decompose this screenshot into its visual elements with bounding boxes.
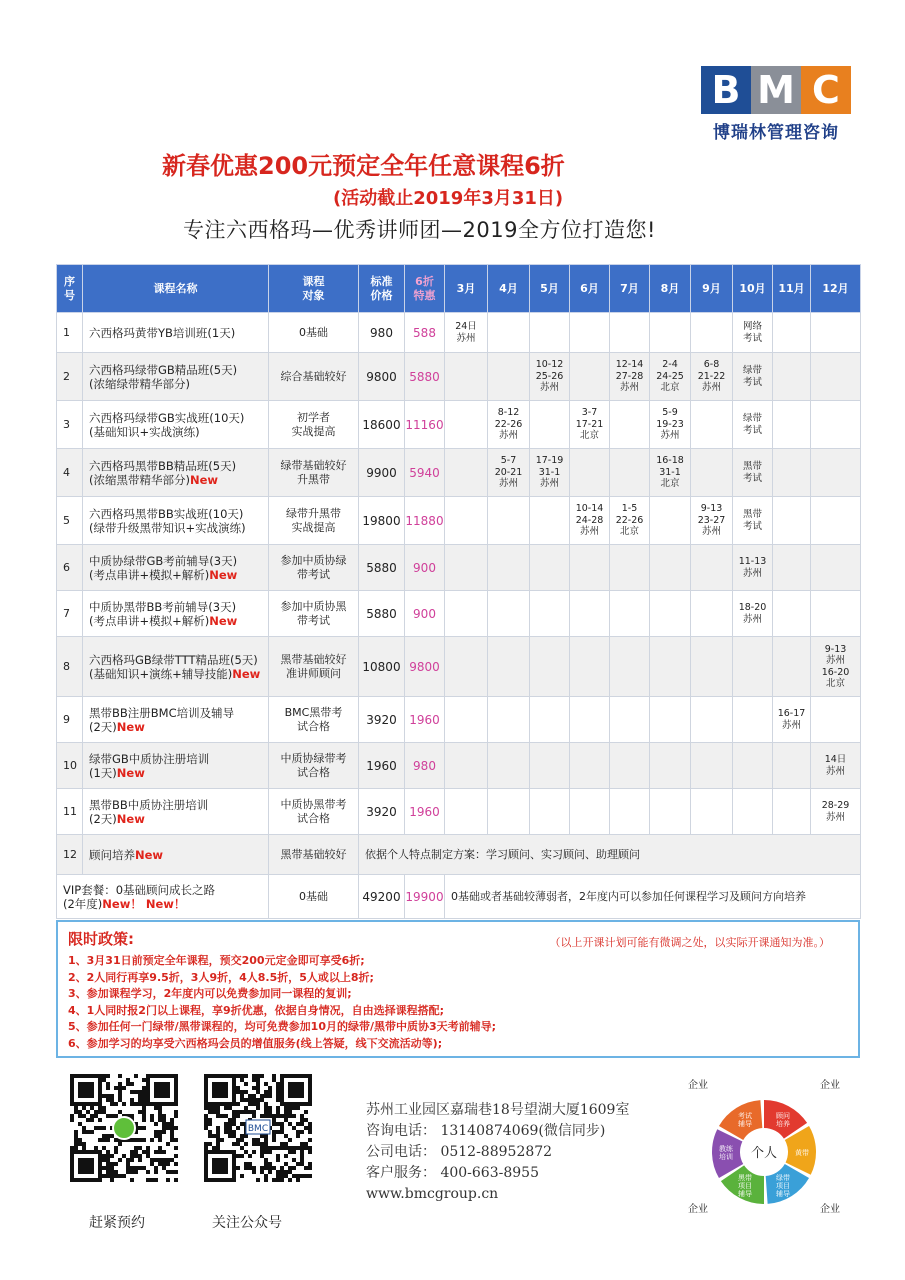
qr-code-wechat[interactable]: [204, 1074, 312, 1182]
wheel-segment-label: 黑带: [738, 1173, 752, 1182]
schedule-cell: 16-18 31-1 北京: [650, 449, 691, 497]
schedule-cell: [811, 545, 861, 591]
schedule-cell: 14日 苏州: [811, 743, 861, 789]
schedule-cell: [488, 637, 530, 697]
qr-caption-booking: 赶紧预约: [89, 1215, 145, 1231]
schedule-cell: 2-4 24-25 北京: [650, 353, 691, 401]
new-badge: New: [189, 472, 219, 487]
schedule-cell: [773, 637, 811, 697]
schedule-cell: 9-13 苏州 16-20 北京: [811, 637, 861, 697]
schedule-cell: [488, 313, 530, 353]
schedule-cell: [773, 449, 811, 497]
standard-price: 10800: [359, 637, 405, 697]
table-row[interactable]: [57, 401, 861, 449]
standard-price: 19800: [359, 497, 405, 545]
table-row[interactable]: [57, 449, 861, 497]
schedule-cell: [610, 697, 650, 743]
table-row[interactable]: [57, 789, 861, 835]
custom-plan: 依据个人特点制定方案：学习顾问、实习顾问、助理顾问: [359, 835, 861, 875]
schedule-cell: 5-7 20-21 苏州: [488, 449, 530, 497]
schedule-cell: [650, 697, 691, 743]
policy-item: 2、2人同行再享9.5折，3人9折，4人8.5折，5人或以上8折;: [68, 970, 374, 984]
course-target: 初学者 实战提高: [269, 401, 359, 449]
header-month-10: 10月: [733, 265, 773, 313]
service-phone: 客户服务： 400-663-8955: [366, 1165, 539, 1181]
header-month-5: 5月: [530, 265, 570, 313]
tagline: 专注六西格玛—优秀讲师团—2019全方位打造您!: [183, 218, 656, 242]
schedule-cell: [530, 591, 570, 637]
discount-price: 5940: [405, 449, 445, 497]
schedule-cell: [488, 743, 530, 789]
schedule-cell: [691, 401, 733, 449]
schedule-cell: 绿带 考试: [733, 353, 773, 401]
schedule-cell: [733, 743, 773, 789]
schedule-cell: [570, 449, 610, 497]
schedule-cell: [691, 637, 733, 697]
schedule-cell: [691, 789, 733, 835]
discount-price: 9800: [405, 637, 445, 697]
schedule-cell: [650, 313, 691, 353]
logo-letter-b: B: [701, 66, 751, 114]
row-number: 9: [57, 697, 83, 743]
wheel-corner-label: 企业: [688, 1204, 708, 1215]
row-number: 1: [57, 313, 83, 353]
schedule-cell: [610, 789, 650, 835]
course-target: 0基础: [269, 313, 359, 353]
schedule-cell: [570, 743, 610, 789]
course-name: 绿带GB中质协注册培训 (1天)New: [83, 743, 269, 789]
wheel-segment-label: 辅导: [776, 1189, 790, 1198]
standard-price: 9900: [359, 449, 405, 497]
wheel-segment-label: 培养: [776, 1120, 790, 1129]
schedule-cell: [691, 545, 733, 591]
bmc-logo: [701, 66, 851, 142]
course-target: 0基础: [269, 875, 359, 919]
schedule-cell: [650, 789, 691, 835]
course-name: 中质协绿带GB考前辅导(3天) (考点串讲+模拟+解析)New: [83, 545, 269, 591]
table-row[interactable]: [57, 497, 861, 545]
wheel-center-label: 个人: [750, 1146, 778, 1161]
schedule-cell: [773, 591, 811, 637]
header-month-7: 7月: [610, 265, 650, 313]
schedule-cell: [650, 591, 691, 637]
schedule-cell: [530, 497, 570, 545]
schedule-cell: [570, 789, 610, 835]
policy-list: [68, 953, 848, 1052]
bmc-mini-label: BMC: [247, 1124, 269, 1134]
header-month-12: 12月: [811, 265, 861, 313]
schedule-cell: [650, 637, 691, 697]
standard-price: 3920: [359, 697, 405, 743]
discount-price: 19900: [405, 875, 445, 919]
vip-description: 0基础或者基础较薄弱者，2年度内可以参加任何课程学习及顾问方向培养: [445, 875, 861, 919]
schedule-cell: [733, 697, 773, 743]
header-month-3: 3月: [445, 265, 488, 313]
new-badge: New: [116, 811, 145, 826]
schedule-cell: [488, 789, 530, 835]
row-number: 4: [57, 449, 83, 497]
schedule-cell: 10-12 25-26 苏州: [530, 353, 570, 401]
row-number: 10: [57, 743, 83, 789]
policy-title: 限时政策:: [68, 930, 134, 948]
company-phone: 公司电话： 0512-88952872: [366, 1144, 553, 1160]
wheel-segment-label: 项目: [738, 1181, 752, 1190]
schedule-cell: [691, 313, 733, 353]
schedule-cell: [811, 449, 861, 497]
policy-item: 3、参加课程学习，2年度内可以免费参加同一课程的复训;: [68, 987, 352, 1000]
wheel-corner-label: 企业: [820, 1204, 840, 1215]
schedule-cell: [445, 353, 488, 401]
course-name: 六西格玛黑带BB精品班(5天) (浓缩黑带精华部分)New: [83, 449, 269, 497]
new-badge: New！ New！: [102, 896, 186, 911]
course-target: 参加中质协绿 带考试: [269, 545, 359, 591]
qr-caption-wechat: 关注公众号: [212, 1215, 282, 1231]
schedule-cell: [488, 497, 530, 545]
schedule-cell: [610, 313, 650, 353]
wheel-segment-label: 培训: [719, 1153, 733, 1161]
schedule-cell: [488, 591, 530, 637]
schedule-cell: [445, 545, 488, 591]
new-badge: New: [232, 666, 261, 681]
row-number: 3: [57, 401, 83, 449]
row-number: 8: [57, 637, 83, 697]
row-number: 6: [57, 545, 83, 591]
consult-phone: 咨询电话： 13140874069(微信同步): [366, 1123, 606, 1139]
schedule-cell: [445, 591, 488, 637]
schedule-cell: [691, 591, 733, 637]
promo-headline: 新春优惠200元预定全年任意课程6折: [162, 152, 565, 180]
schedule-cell: 黑带 考试: [733, 449, 773, 497]
schedule-cell: [811, 313, 861, 353]
row-number: 11: [57, 789, 83, 835]
course-target: 黑带基础较好: [269, 835, 359, 875]
new-badge: New: [209, 567, 238, 582]
schedule-cell: [570, 591, 610, 637]
schedule-cell: 6-8 21-22 苏州: [691, 353, 733, 401]
course-target: 黑带基础较好 准讲师顾问: [269, 637, 359, 697]
header-month-4: 4月: [488, 265, 530, 313]
schedule-cell: [445, 637, 488, 697]
table-row[interactable]: [57, 313, 861, 353]
schedule-cell: [610, 743, 650, 789]
table-header-row: [57, 265, 861, 313]
header-month-6: 6月: [570, 265, 610, 313]
schedule-cell: [691, 449, 733, 497]
course-target: 综合基础较好: [269, 353, 359, 401]
row-number: 5: [57, 497, 83, 545]
standard-price: 1960: [359, 743, 405, 789]
schedule-cell: [488, 545, 530, 591]
table-body: [57, 313, 861, 919]
schedule-cell: [570, 637, 610, 697]
schedule-cell: [610, 449, 650, 497]
schedule-cell: 11-13 苏州: [733, 545, 773, 591]
schedule-cell: [488, 353, 530, 401]
course-target: 中质协黑带考 试合格: [269, 789, 359, 835]
schedule-cell: [530, 789, 570, 835]
schedule-cell: [530, 697, 570, 743]
wheel-segment-label: 顾问: [776, 1112, 790, 1121]
logo-letter-m: M: [751, 66, 801, 114]
wheel-segment-label: 绿带: [776, 1173, 790, 1182]
standard-price: 5880: [359, 545, 405, 591]
table-row[interactable]: [57, 743, 861, 789]
schedule-cell: [570, 545, 610, 591]
standard-price: 9800: [359, 353, 405, 401]
schedule-cell: [445, 743, 488, 789]
discount-price: 980: [405, 743, 445, 789]
schedule-cell: [650, 545, 691, 591]
course-name: 六西格玛黑带BB实战班(10天) (绿带升级黑带知识+实战演练): [83, 497, 269, 545]
policy-item: 1、3月31日前预定全年课程，预交200元定金即可享受6折;: [68, 954, 365, 967]
wechat-icon: [113, 1117, 135, 1139]
new-badge: New: [209, 613, 238, 628]
schedule-cell: [733, 789, 773, 835]
header-price: 标准 价格: [359, 265, 405, 313]
schedule-cell: [445, 789, 488, 835]
course-name: 黑带BB注册BMC培训及辅导 (2天)New: [83, 697, 269, 743]
discount-price: 900: [405, 591, 445, 637]
schedule-cell: 5-9 19-23 苏州: [650, 401, 691, 449]
wheel-segment-label: 教练: [719, 1145, 733, 1153]
schedule-cell: [610, 591, 650, 637]
schedule-cell: [610, 401, 650, 449]
schedule-cell: [811, 697, 861, 743]
header-no: 序 号: [57, 265, 83, 313]
schedule-cell: [733, 637, 773, 697]
schedule-cell: [650, 743, 691, 789]
table-row[interactable]: [57, 697, 861, 743]
schedule-cell: [610, 637, 650, 697]
discount-price: 900: [405, 545, 445, 591]
schedule-cell: [650, 497, 691, 545]
policy-item: 5、参加任何一门绿带/黑带课程的，均可免费参加10月的绿带/黑带中质协3天考前辅导;: [68, 1020, 497, 1033]
header-target: 课程 对象: [269, 265, 359, 313]
schedule-cell: 9-13 23-27 苏州: [691, 497, 733, 545]
header-course-name: 课程名称: [83, 265, 269, 313]
schedule-cell: [811, 401, 861, 449]
standard-price: 18600: [359, 401, 405, 449]
row-number: 12: [57, 835, 83, 875]
course-name: 六西格玛绿带GB实战班(10天) (基础知识+实战演练): [83, 401, 269, 449]
wheel-corner-label: 企业: [820, 1080, 840, 1091]
course-name: 中质协黑带BB考前辅导(3天) (考点串讲+模拟+解析)New: [83, 591, 269, 637]
course-target: 中质协绿带考 试合格: [269, 743, 359, 789]
schedule-cell: 10-14 24-28 苏州: [570, 497, 610, 545]
policy-box: [56, 920, 860, 1058]
schedule-cell: 绿带 考试: [733, 401, 773, 449]
vip-row[interactable]: [57, 875, 861, 919]
schedule-cell: 3-7 17-21 北京: [570, 401, 610, 449]
discount-price: 588: [405, 313, 445, 353]
schedule-cell: [811, 497, 861, 545]
schedule-cell: 16-17 苏州: [773, 697, 811, 743]
schedule-cell: [773, 497, 811, 545]
schedule-cell: [691, 697, 733, 743]
course-schedule-table: [56, 264, 861, 919]
schedule-cell: 24日 苏州: [445, 313, 488, 353]
development-cycle-diagram: [684, 1076, 844, 1216]
schedule-cell: [570, 313, 610, 353]
course-name: 顾问培养New: [83, 835, 269, 875]
wheel-segment-label: 辅导: [738, 1120, 752, 1129]
schedule-cell: [530, 401, 570, 449]
schedule-cell: [445, 497, 488, 545]
schedule-cell: [530, 545, 570, 591]
course-name: 六西格玛绿带GB精品班(5天) (浓缩绿带精华部分): [83, 353, 269, 401]
schedule-cell: [570, 353, 610, 401]
policy-item: 6、参加学习的均享受六西格玛会员的增值服务(线上答疑，线下交流活动等);: [68, 1036, 443, 1050]
schedule-cell: 28-29 苏州: [811, 789, 861, 835]
schedule-cell: 网络 考试: [733, 313, 773, 353]
new-badge: New: [116, 719, 145, 734]
wheel-segment-label: 项目: [776, 1181, 790, 1190]
schedule-cell: [773, 313, 811, 353]
schedule-cell: [445, 449, 488, 497]
logo-letter-c: C: [801, 66, 851, 114]
wheel-segment-label: 辅导: [738, 1189, 752, 1198]
table-row[interactable]: [57, 545, 861, 591]
policy-item: 4、1人同时报2门以上课程，享9折优惠，依据自身情况，自由选择课程搭配;: [68, 1003, 445, 1017]
header-month-8: 8月: [650, 265, 691, 313]
course-target: 参加中质协黑 带考试: [269, 591, 359, 637]
table-row[interactable]: [57, 591, 861, 637]
schedule-cell: [570, 697, 610, 743]
new-badge: New: [116, 765, 145, 780]
schedule-cell: 17-19 31-1 苏州: [530, 449, 570, 497]
schedule-cell: [488, 697, 530, 743]
discount-price: 11880: [405, 497, 445, 545]
schedule-cell: [811, 591, 861, 637]
course-target: 绿带基础较好 升黑带: [269, 449, 359, 497]
standard-price: 5880: [359, 591, 405, 637]
course-target: 绿带升黑带 实战提高: [269, 497, 359, 545]
discount-price: 1960: [405, 789, 445, 835]
course-name: 六西格玛GB绿带TTT精品班(5天) (基础知识+演练+辅导技能)New: [83, 637, 269, 697]
header-month-9: 9月: [691, 265, 733, 313]
policy-note: （以上开课计划可能有微调之处，以实际开课通知为准。）: [549, 936, 830, 949]
schedule-cell: 18-20 苏州: [733, 591, 773, 637]
schedule-cell: [530, 743, 570, 789]
schedule-cell: [773, 353, 811, 401]
course-name: 六西格玛黄带YB培训班(1天): [83, 313, 269, 353]
wheel-segment-label: 考试: [738, 1112, 752, 1121]
schedule-cell: [773, 743, 811, 789]
table-row[interactable]: [57, 353, 861, 401]
discount-price: 11160: [405, 401, 445, 449]
header-month-11: 11月: [773, 265, 811, 313]
schedule-cell: [530, 313, 570, 353]
wheel-segment-label: 黄带: [795, 1149, 809, 1157]
schedule-cell: [811, 353, 861, 401]
schedule-cell: 12-14 27-28 苏州: [610, 353, 650, 401]
schedule-cell: 黑带 考试: [733, 497, 773, 545]
contact-info: [366, 1100, 629, 1205]
course-name: 黑带BB中质协注册培训 (2天)New: [83, 789, 269, 835]
schedule-cell: 8-12 22-26 苏州: [488, 401, 530, 449]
schedule-cell: 1-5 22-26 北京: [610, 497, 650, 545]
schedule-cell: [610, 545, 650, 591]
row-number: 7: [57, 591, 83, 637]
promo-deadline: (活动截止2019年3月31日): [333, 188, 564, 209]
address-line: 苏州工业园区嘉瑞巷18号望湖大厦1609室: [366, 1102, 630, 1118]
standard-price: 980: [359, 313, 405, 353]
schedule-cell: [773, 789, 811, 835]
standard-price: 49200: [359, 875, 405, 919]
table-row[interactable]: [57, 637, 861, 697]
schedule-cell: [530, 637, 570, 697]
standard-price: 3920: [359, 789, 405, 835]
schedule-cell: [445, 697, 488, 743]
vip-name: VIP套餐：0基础顾问成长之路 (2年度)New！ New！: [57, 875, 269, 919]
schedule-cell: [773, 401, 811, 449]
website-link[interactable]: www.bmcgroup.cn: [366, 1186, 499, 1202]
new-badge: New: [135, 847, 164, 862]
discount-price: 5880: [405, 353, 445, 401]
row-number: 2: [57, 353, 83, 401]
company-name: 博瑞林管理咨询: [713, 123, 839, 143]
schedule-cell: [445, 401, 488, 449]
discount-price: 1960: [405, 697, 445, 743]
schedule-cell: [773, 545, 811, 591]
qr-code-booking[interactable]: [70, 1074, 178, 1182]
wheel-corner-label: 企业: [688, 1080, 708, 1091]
course-target: BMC黑带考 试合格: [269, 697, 359, 743]
header-discount: 6折 特惠: [405, 265, 445, 313]
schedule-cell: [691, 743, 733, 789]
table-row[interactable]: [57, 835, 861, 875]
